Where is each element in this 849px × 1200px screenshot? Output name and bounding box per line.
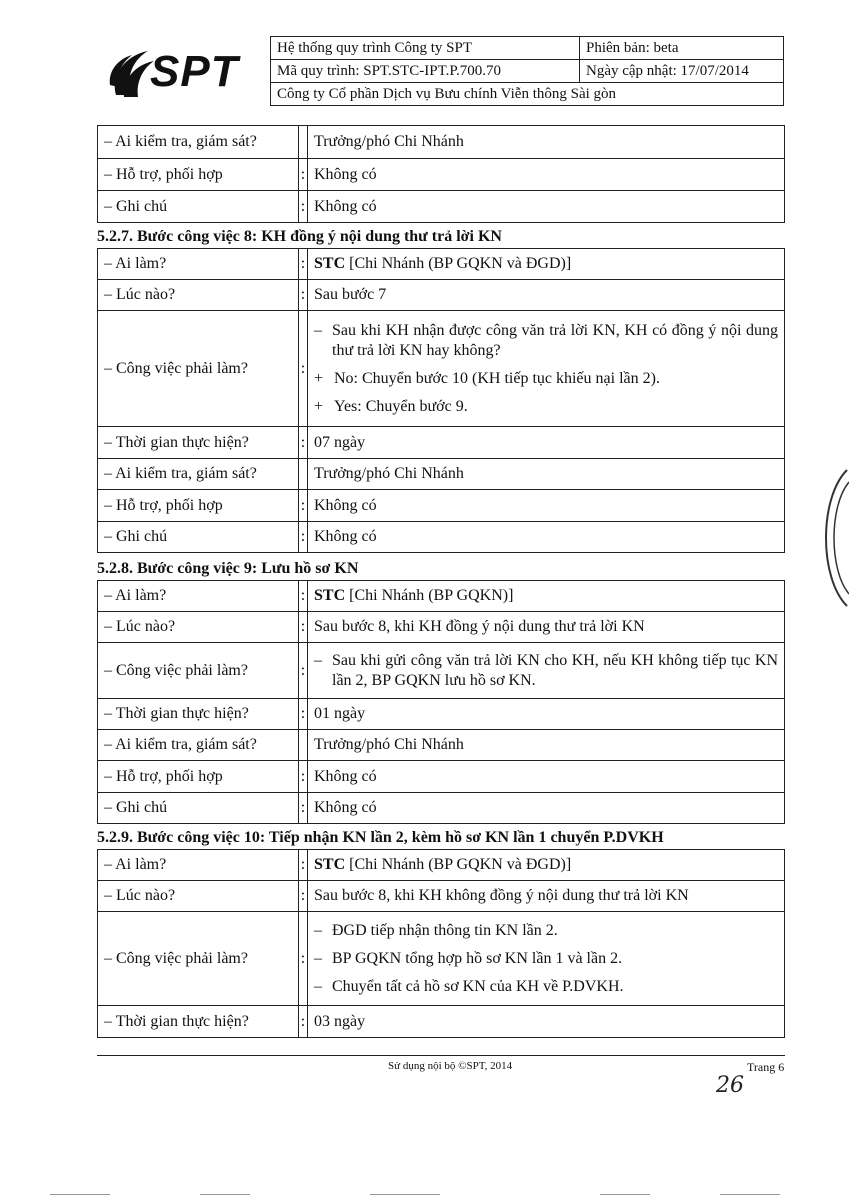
colon: : bbox=[299, 850, 308, 881]
scan-artifact bbox=[200, 1194, 250, 1195]
when-value: Sau bước 7 bbox=[308, 280, 785, 311]
who-org: STC bbox=[314, 587, 346, 604]
option-text: Yes: Chuyển bước 9. bbox=[334, 397, 468, 415]
plus-mark: + bbox=[314, 397, 324, 415]
continued-table bbox=[97, 125, 785, 223]
who-unit: [Chi Nhánh (BP GQKN)] bbox=[345, 587, 514, 604]
step9-table bbox=[97, 580, 785, 824]
when-value: Sau bước 8, khi KH không đồng ý nội dung thư trả lời KN bbox=[308, 881, 785, 912]
dash-mark: – bbox=[314, 949, 322, 967]
update-date: Ngày cập nhật: 17/07/2014 bbox=[580, 60, 784, 83]
colon-empty bbox=[299, 459, 308, 490]
colon: : bbox=[299, 881, 308, 912]
when-label: – Lúc nào? bbox=[98, 881, 299, 912]
support-value: Không có bbox=[308, 761, 785, 793]
task-option-yes bbox=[314, 391, 778, 419]
stamp-fragment bbox=[803, 468, 849, 608]
task-text: Sau khi gửi công văn trả lời KN cho KH, nếu KH không tiếp tục KN lần 2, BP GQKN lưu hồ sơ KN. bbox=[332, 651, 778, 689]
task-option-no bbox=[314, 363, 778, 391]
colon: : bbox=[299, 280, 308, 311]
who-label: – Ai làm? bbox=[98, 581, 299, 612]
row-label: – Ai kiểm tra, giám sát? bbox=[98, 126, 299, 159]
step10-table bbox=[97, 849, 785, 1038]
step9-section bbox=[97, 558, 785, 824]
dash-mark: – bbox=[314, 321, 322, 339]
spt-swirl-icon bbox=[108, 45, 156, 103]
support-label: – Hỗ trợ, phối hợp bbox=[98, 761, 299, 793]
task-label: – Công việc phải làm? bbox=[98, 643, 299, 699]
row-value: Trưởng/phó Chi Nhánh bbox=[308, 126, 785, 159]
task-label: – Công việc phải làm? bbox=[98, 912, 299, 1006]
when-label: – Lúc nào? bbox=[98, 280, 299, 311]
support-label: – Hỗ trợ, phối hợp bbox=[98, 490, 299, 522]
who-value bbox=[308, 581, 785, 612]
scan-artifact bbox=[50, 1194, 110, 1195]
scan-artifact bbox=[600, 1194, 650, 1195]
time-label: – Thời gian thực hiện? bbox=[98, 699, 299, 730]
colon: : bbox=[299, 249, 308, 280]
colon: : bbox=[299, 643, 308, 699]
footer-copyright: Sử dụng nội bộ ©SPT, 2014 bbox=[388, 1060, 513, 1072]
who-value bbox=[308, 249, 785, 280]
footer-rule bbox=[97, 1055, 785, 1056]
task-text: ĐGD tiếp nhận thông tin KN lần 2. bbox=[332, 921, 558, 939]
who-org: STC bbox=[314, 255, 346, 272]
support-value: Không có bbox=[308, 490, 785, 522]
colon: : bbox=[299, 699, 308, 730]
who-value bbox=[308, 850, 785, 881]
colon: : bbox=[299, 793, 308, 824]
task-text: Chuyển tất cả hồ sơ KN của KH về P.DVKH. bbox=[332, 977, 624, 995]
step10-section bbox=[97, 827, 785, 1038]
row-colon bbox=[299, 126, 308, 159]
check-label: – Ai kiểm tra, giám sát? bbox=[98, 730, 299, 761]
when-value: Sau bước 8, khi KH đồng ý nội dung thư trả lời KN bbox=[308, 612, 785, 643]
time-label: – Thời gian thực hiện? bbox=[98, 1006, 299, 1038]
plus-mark: + bbox=[314, 369, 324, 387]
row-value: Không có bbox=[308, 159, 785, 191]
colon: : bbox=[299, 427, 308, 459]
version: Phiên bản: beta bbox=[580, 37, 784, 60]
row-label: – Ghi chú bbox=[98, 191, 299, 223]
who-label: – Ai làm? bbox=[98, 249, 299, 280]
who-unit: [Chi Nhánh (BP GQKN và ĐGD)] bbox=[345, 255, 572, 272]
row-label: – Hỗ trợ, phối hợp bbox=[98, 159, 299, 191]
time-label: – Thời gian thực hiện? bbox=[98, 427, 299, 459]
note-label: – Ghi chú bbox=[98, 793, 299, 824]
task-item bbox=[314, 649, 778, 693]
check-value: Trưởng/phó Chi Nhánh bbox=[308, 730, 785, 761]
dash-mark: – bbox=[314, 651, 322, 669]
colon: : bbox=[299, 612, 308, 643]
task-label: – Công việc phải làm? bbox=[98, 311, 299, 427]
who-unit: [Chi Nhánh (BP GQKN và ĐGD)] bbox=[345, 856, 572, 873]
logo-text: SPT bbox=[150, 47, 239, 96]
colon: : bbox=[299, 761, 308, 793]
dash-mark: – bbox=[314, 921, 322, 939]
when-label: – Lúc nào? bbox=[98, 612, 299, 643]
colon: : bbox=[299, 581, 308, 612]
row-colon: : bbox=[299, 159, 308, 191]
task-text: Sau khi KH nhận được công văn trả lời KN, KH có đồng ý nội dung thư trả lời KN hay không? bbox=[332, 321, 778, 359]
who-org: STC bbox=[314, 856, 346, 873]
task-value bbox=[308, 311, 785, 427]
colon: : bbox=[299, 1006, 308, 1038]
time-value: 03 ngày bbox=[308, 1006, 785, 1038]
colon: : bbox=[299, 912, 308, 1006]
step8-section bbox=[97, 226, 785, 553]
system-name: Hệ thống quy trình Công ty SPT bbox=[271, 37, 580, 60]
time-value: 07 ngày bbox=[308, 427, 785, 459]
task-item bbox=[314, 319, 778, 363]
who-label: – Ai làm? bbox=[98, 850, 299, 881]
page-number: Trang 6 bbox=[747, 1060, 785, 1074]
task-item bbox=[314, 919, 778, 947]
step8-heading: 5.2.7. Bước công việc 8: KH đồng ý nội dung thư trả lời KN bbox=[97, 228, 502, 245]
spt-logo bbox=[108, 45, 258, 105]
task-item bbox=[314, 975, 778, 999]
note-value: Không có bbox=[308, 522, 785, 553]
colon: : bbox=[299, 490, 308, 522]
colon: : bbox=[299, 522, 308, 553]
dash-mark: – bbox=[314, 977, 322, 995]
check-value: Trưởng/phó Chi Nhánh bbox=[308, 459, 785, 490]
task-value bbox=[308, 912, 785, 1006]
scan-artifact bbox=[370, 1194, 440, 1195]
task-item bbox=[314, 947, 778, 975]
handwritten-number: 26 bbox=[716, 1073, 744, 1098]
option-text: No: Chuyển bước 10 (KH tiếp tục khiếu nại lần 2). bbox=[334, 369, 660, 387]
time-value: 01 ngày bbox=[308, 699, 785, 730]
check-label: – Ai kiểm tra, giám sát? bbox=[98, 459, 299, 490]
step9-heading: 5.2.8. Bước công việc 9: Lưu hồ sơ KN bbox=[97, 560, 359, 577]
colon: : bbox=[299, 311, 308, 427]
task-text: BP GQKN tổng hợp hồ sơ KN lần 1 và lần 2. bbox=[332, 949, 623, 967]
note-label: – Ghi chú bbox=[98, 522, 299, 553]
step10-heading: 5.2.9. Bước công việc 10: Tiếp nhận KN lần 2, kèm hồ sơ KN lần 1 chuyển P.DVKH bbox=[97, 829, 664, 846]
step8-table bbox=[97, 248, 785, 553]
colon-empty bbox=[299, 730, 308, 761]
company-name: Công ty Cổ phần Dịch vụ Bưu chính Viễn thông Sài gòn bbox=[271, 83, 784, 106]
process-code: Mã quy trình: SPT.STC-IPT.P.700.70 bbox=[271, 60, 580, 83]
header-table bbox=[270, 36, 784, 106]
scan-artifact bbox=[720, 1194, 780, 1195]
task-value bbox=[308, 643, 785, 699]
row-colon: : bbox=[299, 191, 308, 223]
continued-section bbox=[97, 125, 785, 223]
note-value: Không có bbox=[308, 793, 785, 824]
row-value: Không có bbox=[308, 191, 785, 223]
